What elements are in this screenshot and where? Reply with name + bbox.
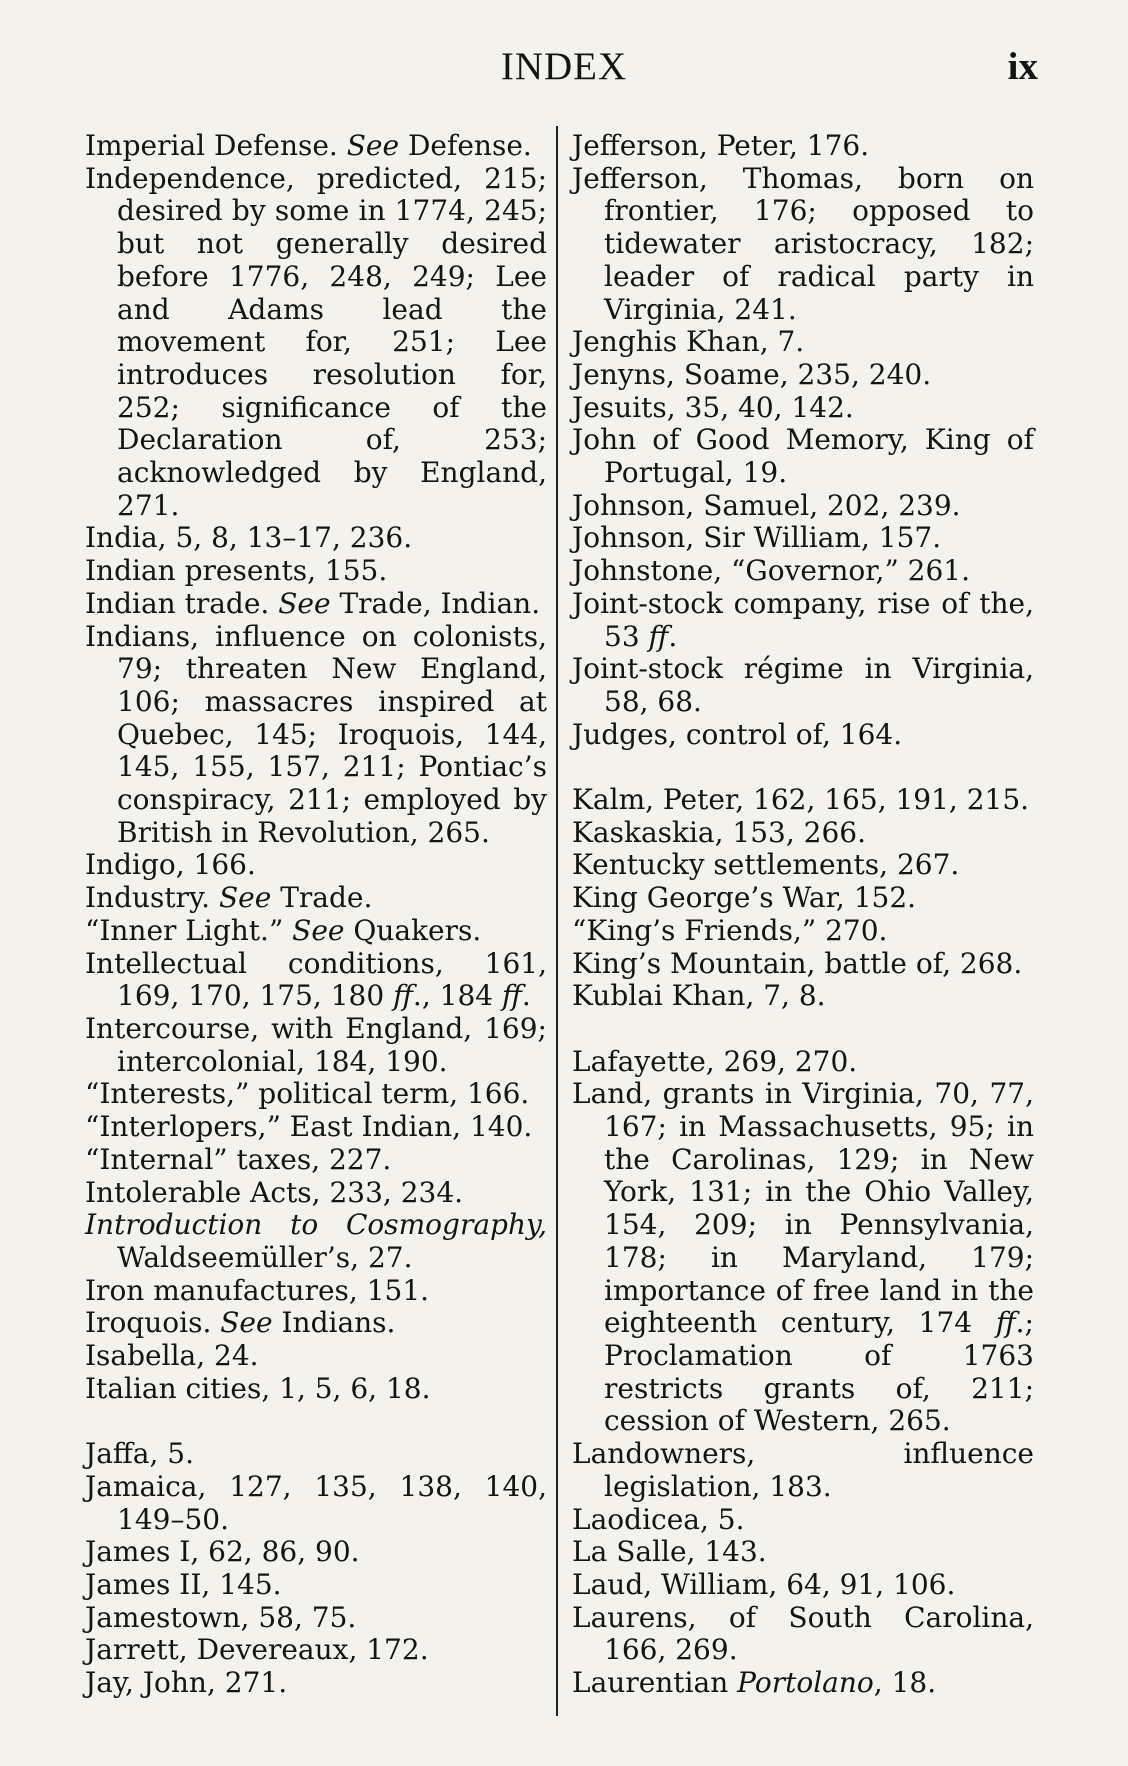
index-entry: “Interests,” political term, 166. (85, 1077, 530, 1111)
index-entry: Indian trade. See Trade, Indian. (85, 586, 541, 620)
index-entry: “Interlopers,” East Indian, 140. (85, 1110, 533, 1144)
column-divider (556, 126, 558, 1716)
index-entry: Industry. See Trade. (85, 881, 373, 915)
letter-group-gap (572, 751, 1034, 784)
index-entry: Intercourse, with England, 169; intercolonial, 184, 190. (85, 1011, 547, 1078)
index-entry: Land, grants in Virginia, 70, 77, 167; in Massachusetts, 95; in the Carolinas, 129; in New York, 131; in the Ohio Valley, 154, 209; in Pennsylvania, 178; in Maryland, 179; importance of free land in the eighteenth century, 174 ff.; Proclamation of 1763 restricts grants of, 211; cession of Western, 265. (572, 1077, 1034, 1438)
index-entry: King George’s War, 152. (572, 881, 917, 915)
index-entry: Judges, control of, 164. (572, 717, 903, 751)
index-entry: Kaskaskia, 153, 266. (572, 815, 867, 849)
index-entry: Landowners, influence legislation, 183. (572, 1437, 1034, 1503)
index-entry: Kentucky settlements, 267. (572, 848, 960, 882)
index-entry: Lafayette, 269, 270. (572, 1044, 858, 1078)
index-entry: Kublai Khan, 7, 8. (572, 979, 826, 1013)
index-entry: Jarrett, Devereaux, 172. (85, 1633, 429, 1667)
index-entry: Jesuits, 35, 40, 142. (572, 390, 854, 424)
index-entry: John of Good Memory, King of Portugal, 19. (572, 423, 1034, 490)
index-entry: Laodicea, 5. (572, 1502, 745, 1536)
index-entry: Indian presents, 155. (85, 554, 388, 588)
index-entry: James I, 62, 86, 90. (85, 1535, 360, 1569)
index-entry: James II, 145. (85, 1567, 282, 1601)
index-entry: India, 5, 8, 13–17, 236. (85, 521, 413, 555)
page-title: INDEX (500, 45, 628, 88)
index-entry: Johnstone, “Governor,” 261. (572, 554, 971, 588)
index-entry: Imperial Defense. See Defense. (85, 129, 532, 162)
index-entry: Indians, influence on colonists, 79; threaten New England, 106; massacres inspired at Quebec, 145; Iroquois, 144, 145, 155, 157, 211; Pontiac’s conspiracy, 211; employed by British in Revolution, 265. (85, 619, 547, 849)
letter-group-gap (572, 1013, 1034, 1046)
index-entry: Jay, John, 271. (85, 1666, 288, 1700)
index-entry: Jenghis Khan, 7. (572, 325, 805, 359)
index-entry: Intolerable Acts, 233, 234. (85, 1175, 464, 1209)
index-entry: Laurens, of South Carolina, 166, 269. (572, 1600, 1034, 1667)
index-entry: “King’s Friends,” 270. (572, 913, 888, 947)
letter-group-gap (85, 1405, 547, 1438)
index-entry: Intellectual conditions, 161, 169, 170, 175, 180 ff., 184 ff. (85, 946, 547, 1013)
right-column (572, 130, 1034, 1700)
index-entry: Iron manufactures, 151. (85, 1273, 430, 1307)
page-number: ix (1007, 45, 1038, 88)
index-entry: “Inner Light.” See Quakers. (85, 913, 482, 947)
index-entry: King’s Mountain, battle of, 268. (572, 946, 1023, 980)
index-entry: Laud, William, 64, 91, 106. (572, 1567, 956, 1601)
index-entry: Jamaica, 127, 135, 138, 140, 149–50. (85, 1469, 547, 1536)
index-entry: Laurentian Portolano, 18. (572, 1666, 937, 1700)
index-entry: Kalm, Peter, 162, 165, 191, 215. (572, 783, 1030, 817)
index-entry: Jaffa, 5. (85, 1437, 195, 1471)
index-entry: Independence, predicted, 215; desired by some in 1774, 245; but not generally desired before 1776, 248, 249; Lee and Adams lead the movement for, 251; Lee introduces resolution for, 252; significance of the Declaration of, 253; acknowledged by England, 271. (85, 161, 547, 522)
index-entry: Johnson, Samuel, 202, 239. (572, 488, 961, 522)
index-entry: Joint-stock régime in Virginia, 58, 68. (572, 652, 1034, 718)
index-entry: Jefferson, Thomas, born on frontier, 176; opposed to tidewater aristocracy, 182; leader of radical party in Virginia, 241. (572, 161, 1034, 326)
index-entry: Italian cities, 1, 5, 6, 18. (85, 1371, 431, 1405)
index-entry: Joint-stock company, rise of the, 53 ff. (572, 586, 1034, 653)
index-entry: Jefferson, Peter, 176. (572, 129, 870, 162)
index-entry: Indigo, 166. (85, 848, 256, 882)
index-entry: Jenyns, Soame, 235, 240. (572, 357, 932, 391)
index-entry: Iroquois. See Indians. (85, 1306, 396, 1340)
index-entry: Introduction to Cosmography, Waldseemüller’s, 27. (85, 1208, 547, 1274)
index-entry: Isabella, 24. (85, 1339, 259, 1373)
page-header (0, 44, 1128, 104)
index-entry: La Salle, 143. (572, 1535, 767, 1569)
left-column (85, 130, 547, 1700)
index-entry: Jamestown, 58, 75. (85, 1600, 357, 1634)
index-entry: Johnson, Sir William, 157. (572, 521, 942, 555)
index-entry: “Internal” taxes, 227. (85, 1142, 392, 1176)
